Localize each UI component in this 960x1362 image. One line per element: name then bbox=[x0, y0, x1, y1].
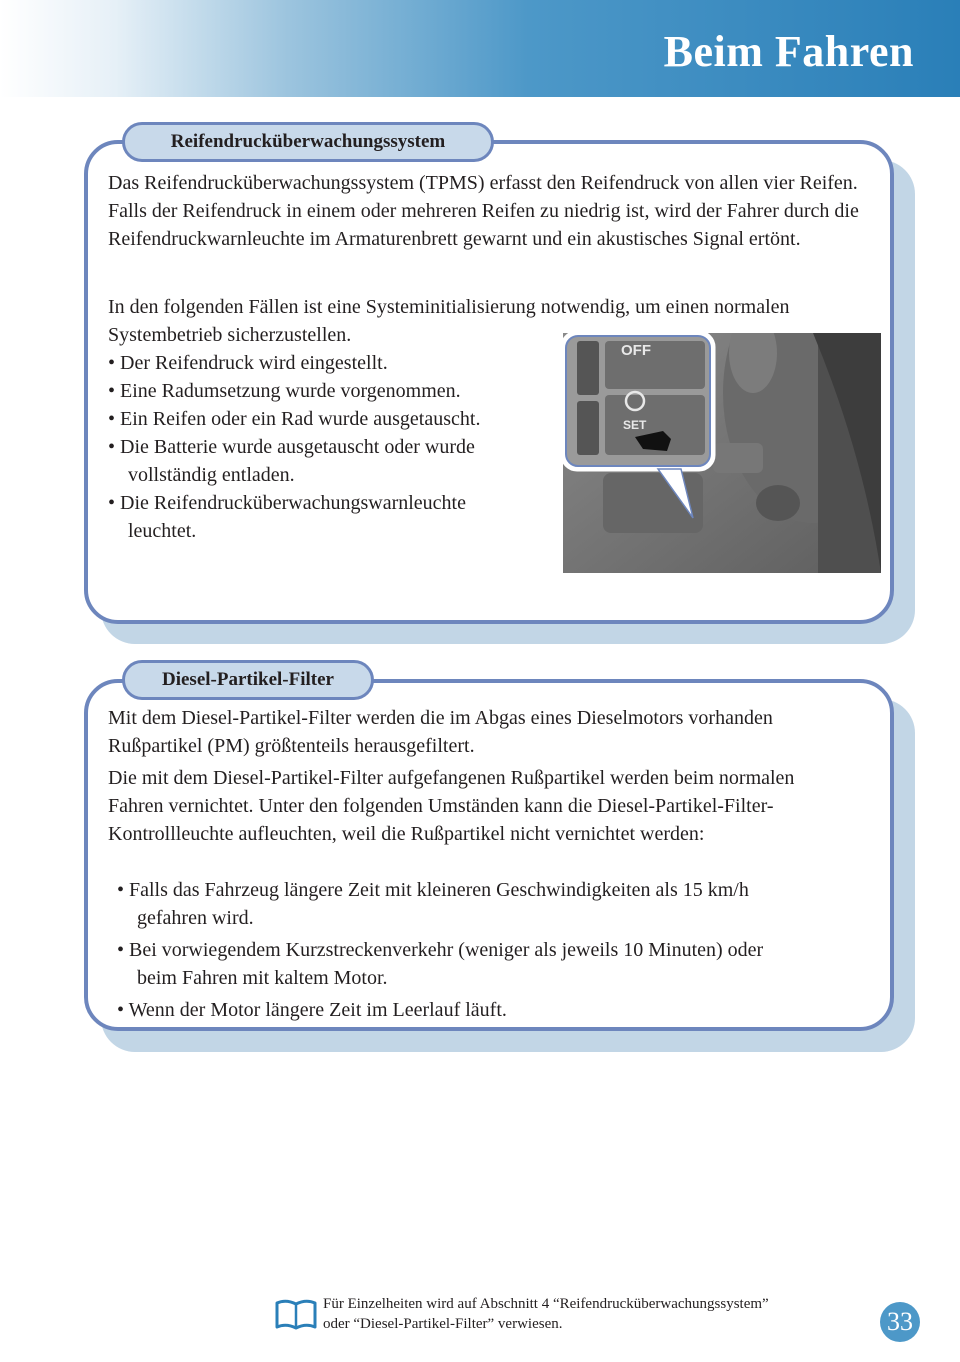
page-number: 33 bbox=[880, 1302, 920, 1342]
dpf-bullet-1-line2: gefahren wird. bbox=[137, 907, 254, 929]
tpms-bullet bbox=[108, 433, 558, 489]
tpms-para-1: Das Reifendrucküberwachungssystem (TPMS) erfasst den Reifendruck von allen vier Reifen. Falls der Reifendruck in einem oder mehreren Reifen zu niedrig ist, wird der Fahrer durch die Reifendruckwarnleuchte im Armaturenbrett gewarnt und ein akustisches Signal ertönt. bbox=[108, 172, 859, 250]
tpms-bullet: • Eine Radumsetzung wurde vorgenommen. bbox=[108, 380, 461, 402]
tpms-set-button-photo bbox=[563, 333, 881, 573]
tpms-bullet-5-line2: leuchtet. bbox=[128, 520, 197, 542]
dpf-intro bbox=[108, 704, 808, 760]
dpf-tab: Diesel-Partikel-Filter bbox=[122, 660, 374, 700]
dpf-bullet-list bbox=[117, 876, 887, 1024]
tpms-bullet: • Ein Reifen oder ein Rad wurde ausgetauscht. bbox=[108, 408, 481, 430]
footer-note-line-2: oder “Diesel-Partikel-Filter” verwiesen. bbox=[323, 1316, 563, 1332]
tpms-bullet: • Der Reifendruck wird eingestellt. bbox=[108, 352, 388, 374]
dpf-bullet: • Wenn der Motor längere Zeit im Leerlauf läuft. bbox=[117, 999, 507, 1021]
dpf-bullet bbox=[117, 936, 887, 992]
tpms-bullet-5-line1: • Die Reifendrucküberwachungswarnleuchte bbox=[108, 492, 466, 514]
tpms-bullet-list bbox=[108, 349, 558, 545]
tpms-intro bbox=[108, 169, 883, 253]
dpf-bullet-2-line1: • Bei vorwiegendem Kurzstreckenverkehr (weniger als jeweils 10 Minuten) oder bbox=[117, 939, 764, 961]
dpf-bullet bbox=[117, 876, 887, 932]
tpms-bullet-4-line2: vollständig entladen. bbox=[128, 464, 295, 486]
tpms-para-2: In den folgenden Fällen ist eine Systeminitialisierung notwendig, um einen normalen Systembetrieb sicherzustellen. bbox=[108, 296, 790, 346]
tpms-tab: Reifendrucküberwachungssystem bbox=[122, 122, 494, 162]
footer-reference-note bbox=[323, 1294, 769, 1334]
book-icon bbox=[274, 1297, 318, 1333]
footer-note-line-1: Für Einzelheiten wird auf Abschnitt 4 “Reifendrucküberwachungssystem” bbox=[323, 1296, 769, 1312]
dpf-bullet-2-line2: beim Fahren mit kaltem Motor. bbox=[137, 967, 388, 989]
tpms-bullet-4-line1: • Die Batterie wurde ausgetauscht oder wurde bbox=[108, 436, 475, 458]
dpf-bullet-1-line1: • Falls das Fahrzeug längere Zeit mit kleineren Geschwindigkeiten als 15 km/h bbox=[117, 879, 749, 901]
dpf-detail bbox=[108, 764, 828, 848]
dashboard-illustration bbox=[563, 333, 881, 573]
set-label: SET bbox=[623, 418, 647, 432]
tpms-bullet bbox=[108, 489, 558, 545]
dpf-para-1: Mit dem Diesel-Partikel-Filter werden die im Abgas eines Dieselmotors vorhanden Rußpartikel (PM) größtenteils herausgefiltert. bbox=[108, 707, 773, 757]
dpf-para-2: Die mit dem Diesel-Partikel-Filter aufgefangenen Rußpartikel werden beim normalen Fahren vernichtet. Unter den folgenden Umständen kann die Diesel-Partikel-Filter-Kontrollleuchte aufleuchten, weil die Rußpartikel nicht vernichtet werden: bbox=[108, 767, 795, 845]
off-label: OFF bbox=[621, 342, 651, 359]
page-title: Beim Fahren bbox=[663, 27, 914, 76]
